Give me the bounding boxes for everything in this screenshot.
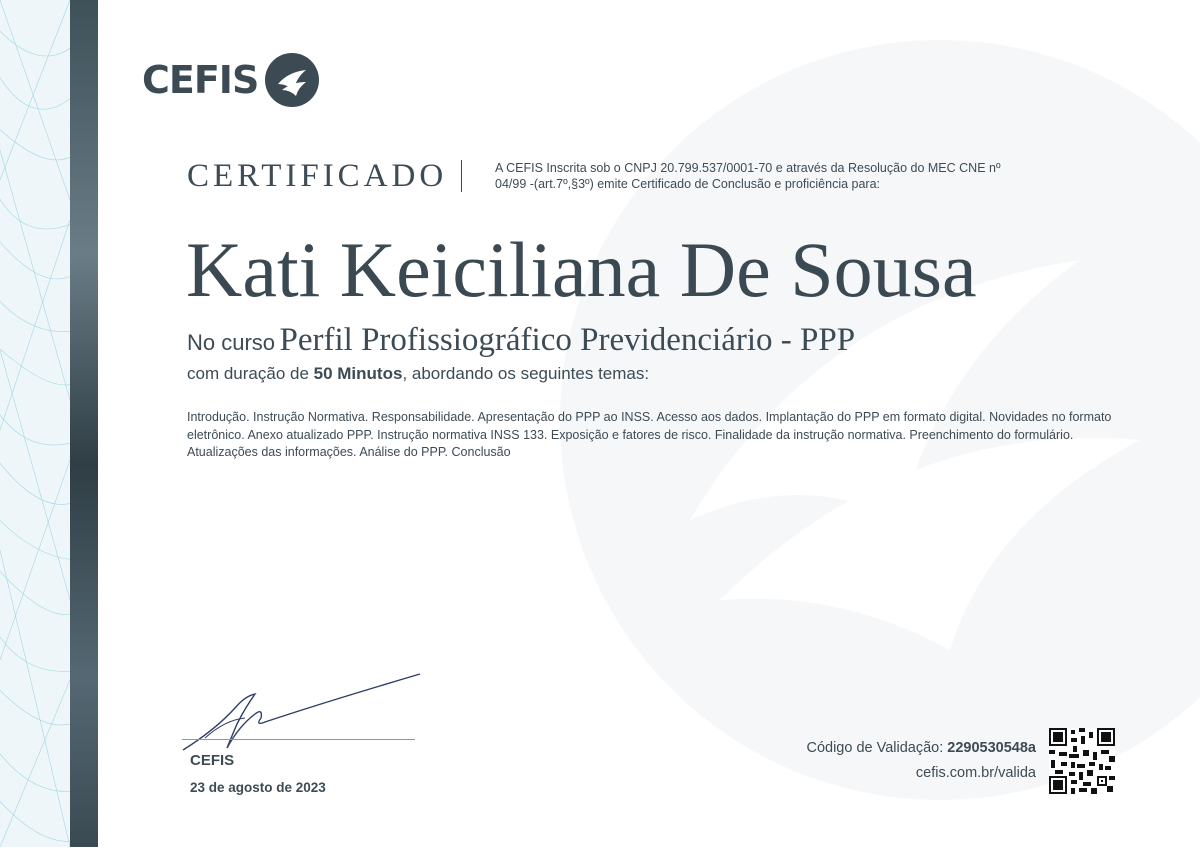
signature-image	[175, 668, 425, 758]
signer-name: CEFIS	[190, 752, 235, 769]
logo-text: CEFIS	[142, 58, 259, 102]
duration-line	[187, 364, 649, 384]
side-bar	[70, 0, 98, 847]
decorative-pattern	[0, 0, 70, 847]
certificate-title: CERTIFICADO	[187, 158, 448, 194]
title-divider	[461, 160, 462, 192]
validation-label: Código de Validação:	[806, 740, 944, 756]
duration-value: 50 Minutos	[313, 364, 403, 383]
validation-url[interactable]: cefis.com.br/valida	[915, 765, 1036, 781]
certificate-intro: A CEFIS Inscrita sob o CNPJ 20.799.537/0001-70 e através da Resolução do MEC CNE nº 04/99 -(art.7º,§3º) emite Certificado de Conclusão e proficiência para:	[495, 161, 1001, 191]
book-emblem-icon	[264, 52, 320, 108]
cefis-logo	[142, 52, 320, 108]
duration-after: , abordando os seguintes temas:	[402, 364, 650, 383]
duration-before: com duração de	[187, 364, 309, 383]
course-prefix: No curso	[187, 330, 276, 355]
course-line	[187, 322, 855, 359]
validation-code	[806, 740, 1036, 756]
issue-date: 23 de agosto de 2023	[190, 780, 326, 795]
recipient-name: Kati Keiciliana De Sousa	[186, 226, 977, 313]
course-topics: Introdução. Instrução Normativa. Responsabilidade. Apresentação do PPP ao INSS. Acesso aos dados. Implantação do PPP em formato digital. Novidades no formato eletrônico. Anexo atualizado PPP. Instrução normativa INSS 133. Exposição e fatores de risco. Finalidade da instrução normativa. Preenchimento do formulário. Atualizações das informações. Análise do PPP. Conclusão	[187, 410, 1112, 459]
signature-line	[182, 739, 415, 740]
course-name: Perfil Profissiográfico Previdenciário - PPP	[279, 322, 856, 358]
qr-code-icon[interactable]	[1049, 728, 1115, 794]
validation-code-value: 2290530548a	[947, 740, 1036, 756]
